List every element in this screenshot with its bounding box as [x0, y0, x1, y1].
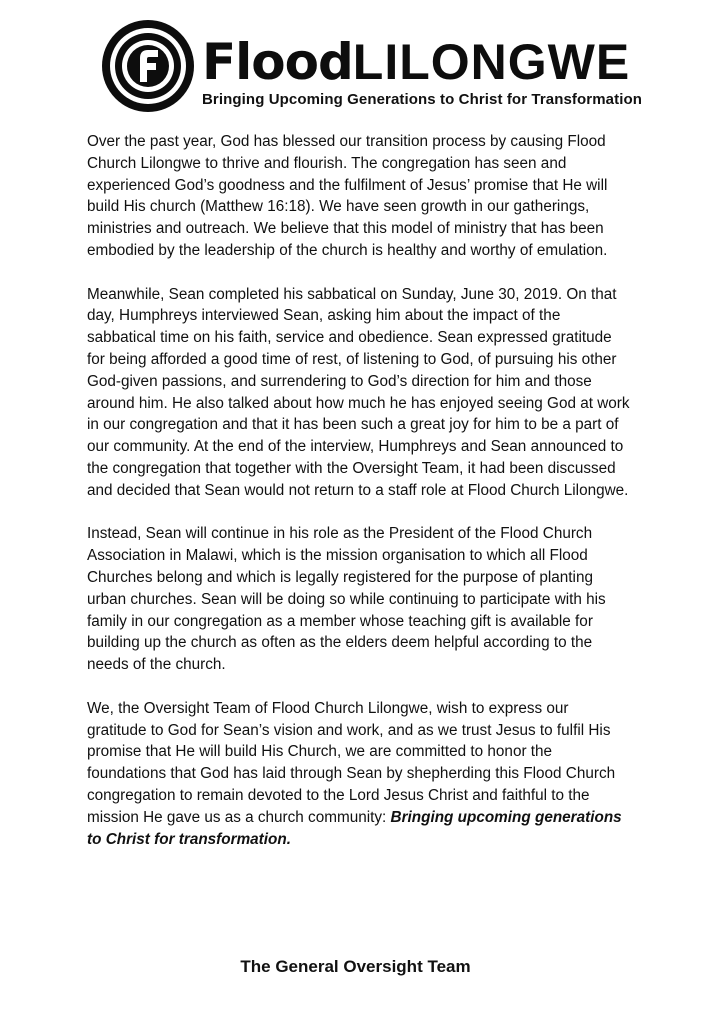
paragraph-3: Instead, Sean will continue in his role as the President of the Flood Church Association in Malawi, which is the mission organisation to which all Flood Churches belong and which is legally registered for the purpose of planting urban churches. Sean will be doing so while continuing to participate with his family in our congregation as a member whose teaching gift is available for building up the church as often as the elders deem helpful according to the needs of the church. [87, 525, 606, 674]
tagline: Bringing Upcoming Generations to Christ for Transformation [202, 91, 642, 108]
closing-emphasis: Bringing upcoming generations to Christ for transformation. [87, 808, 622, 848]
paragraph-1: Over the past year, God has blessed our transition process by causing Flood Church Lilongwe to thrive and flourish. The congregation has seen and experienced God’s goodness and the fulfilment of Jesus’ promise that He will build His church (Matthew 16:18). We have seen growth in our gatherings, ministries and outreach. We believe that this model of ministry that has been embodied by the leadership of the church is healthy and worthy of emulation. [87, 133, 608, 259]
paragraph-4 [87, 698, 632, 851]
paragraph-2: Meanwhile, Sean completed his sabbatical on Sunday, June 30, 2019. On that day, Humphreys interviewed Sean, asking him about the impact of the sabbatical time on his faith, service and obedience. Sean expressed gratitude for being afforded a good time of rest, of listening to God, of pursuing his other God-given passions, and surrendering to God’s direction for him and those around him. He also talked about how much he has enjoyed seeing God at work in our congregation and that it has been such a great joy for him to be a part of our community. At the end of the interview, Humphreys and Sean announced to the congregation that together with the Oversight Team, it had been discussed and decided that Sean would not return to a staff role at Flood Church Lilongwe. [87, 285, 630, 499]
letter-body [87, 131, 632, 850]
signature: The General Oversight Team [240, 957, 471, 976]
brand-secondary: LILONGWE [352, 34, 631, 90]
flood-circle-logo-icon [100, 18, 196, 114]
paragraph-4-text: We, the Oversight Team of Flood Church Lilongwe, wish to express our gratitude to God for Sean’s vision and work, and as we trust Jesus to fulfil His promise that He will build His Church, we are committed to honor the foundations that God has laid through Sean by shepherding this Flood Church congregation to remain devoted to the Lord Jesus Christ and faithful to the mission He gave us as a church community: [87, 699, 616, 826]
letterhead [100, 18, 642, 118]
brand-primary: Flood [202, 33, 353, 91]
brand-name [202, 32, 630, 92]
